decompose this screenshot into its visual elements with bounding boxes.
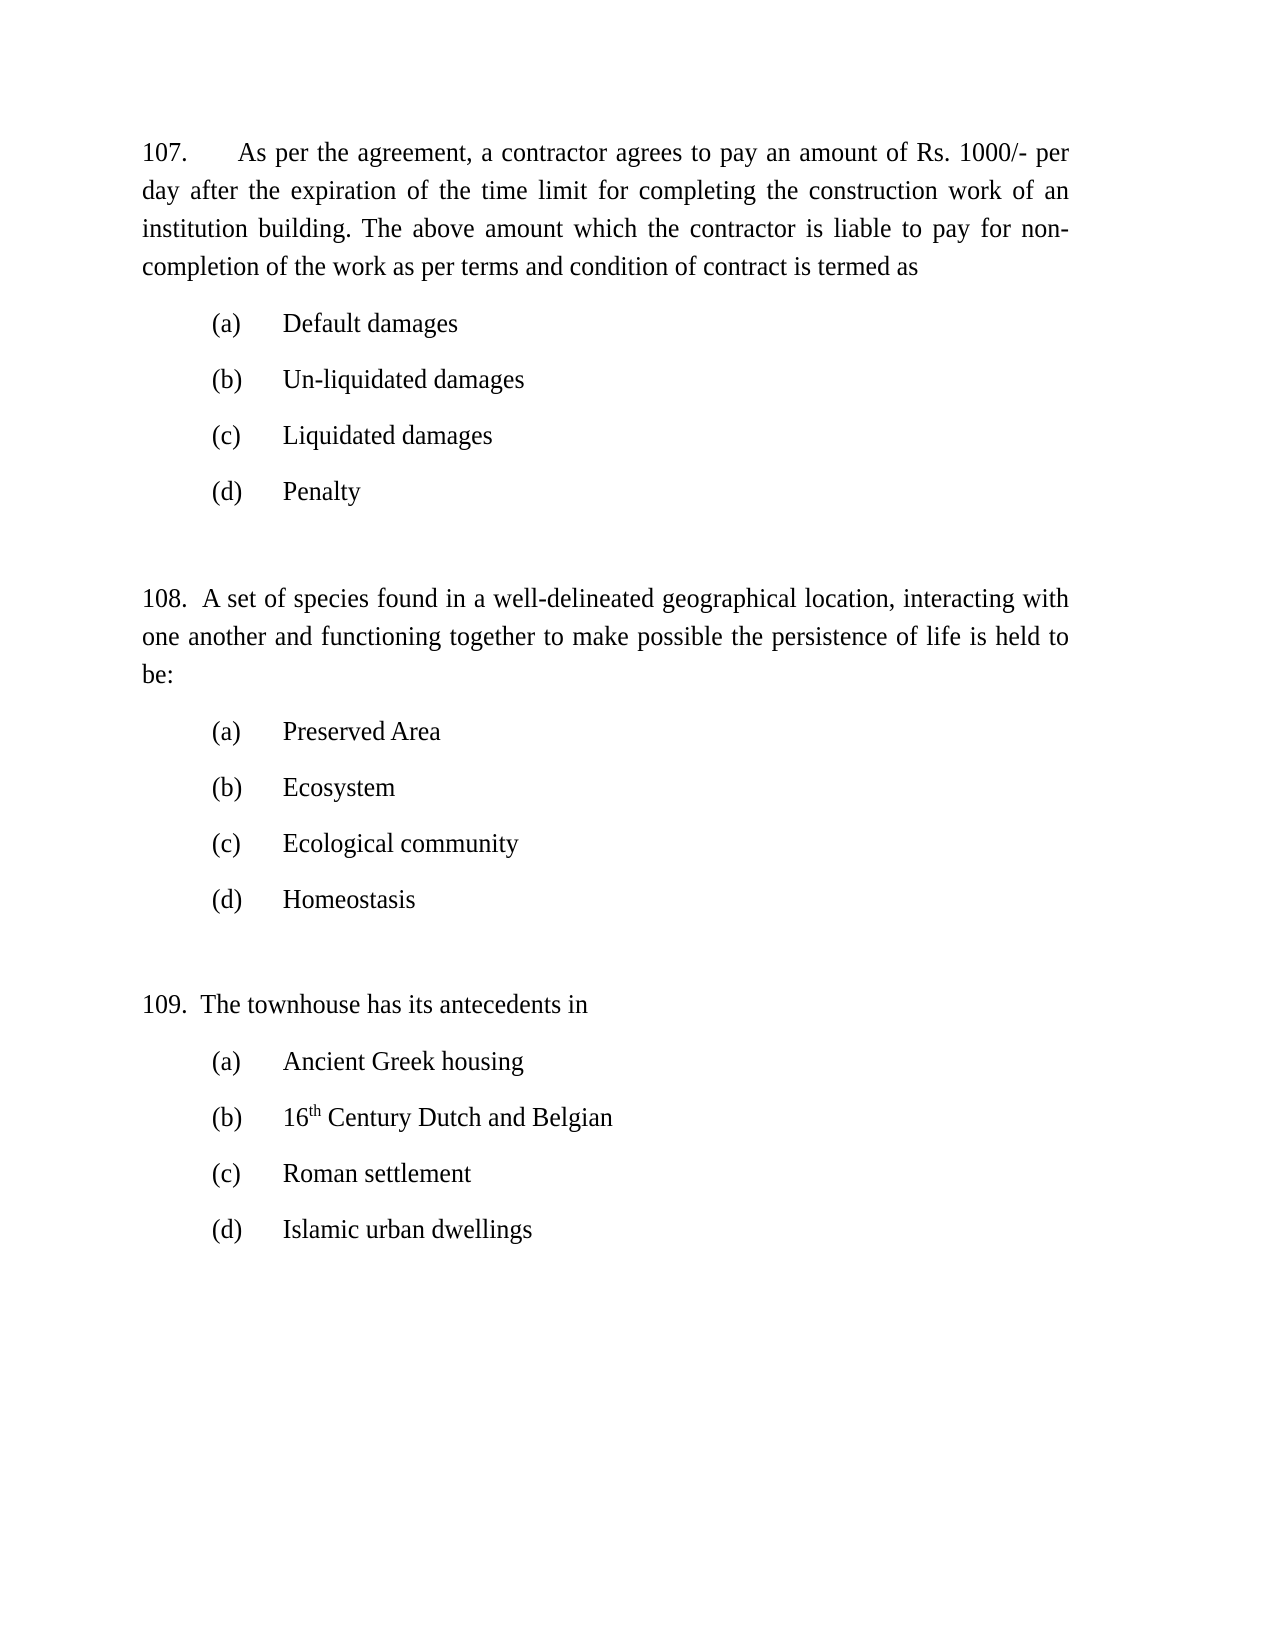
- option-text-109-d: Islamic urban dwellings: [282, 1213, 533, 1244]
- option-spacer: [142, 1191, 1069, 1211]
- option-text-109-b-rest: Century Dutch and Belgian: [321, 1101, 613, 1132]
- question-text-109: The townhouse has its antecedents in: [200, 988, 589, 1019]
- option-item-107-a[interactable]: [142, 305, 1069, 341]
- option-text-108-b: Ecosystem: [282, 771, 396, 802]
- option-spacer: [142, 861, 1069, 881]
- question-stem-108: [142, 579, 1069, 693]
- question-stem-109: [142, 985, 1069, 1023]
- option-item-107-d[interactable]: [142, 473, 1069, 509]
- option-text-109-c: Roman settlement: [282, 1157, 472, 1188]
- option-item-109-d[interactable]: [142, 1211, 1069, 1247]
- question-block-107: [142, 133, 1069, 509]
- option-text-108-c: Ecological community: [282, 827, 519, 858]
- option-label-107-b: (b): [211, 363, 243, 394]
- question-number-gap-109: [188, 988, 201, 1019]
- option-label-107-d: (d): [211, 475, 243, 506]
- options-list-107: [142, 305, 1069, 509]
- question-stem-107: [142, 133, 1069, 285]
- option-spacer: [142, 805, 1069, 825]
- question-number-gap-108: [188, 582, 202, 613]
- option-spacer: [142, 453, 1069, 473]
- option-text-107-d: Penalty: [282, 475, 361, 506]
- option-text-107-c: Liquidated damages: [282, 419, 493, 450]
- option-item-107-b[interactable]: [142, 361, 1069, 397]
- option-text-107-b: Un-liquidated damages: [282, 363, 525, 394]
- option-item-108-c[interactable]: [142, 825, 1069, 861]
- options-list-108: [142, 713, 1069, 917]
- option-label-109-a: (a): [211, 1045, 241, 1076]
- option-text-108-d: Homeostasis: [282, 883, 416, 914]
- option-label-108-a: (a): [211, 715, 241, 746]
- option-item-108-d[interactable]: [142, 881, 1069, 917]
- option-spacer: [142, 749, 1069, 769]
- option-text-109-b: [283, 1099, 1069, 1135]
- page-content: [142, 133, 1069, 1247]
- option-spacer: [142, 341, 1069, 361]
- option-item-109-b[interactable]: [142, 1099, 1069, 1135]
- options-list-109: [142, 1043, 1069, 1247]
- question-number-gap-107: [188, 136, 238, 167]
- option-item-108-b[interactable]: [142, 769, 1069, 805]
- option-item-109-c[interactable]: [142, 1155, 1069, 1191]
- option-label-107-a: (a): [211, 307, 241, 338]
- option-label-109-d: (d): [211, 1213, 243, 1244]
- option-spacer: [142, 1079, 1069, 1099]
- question-number-108: 108.: [142, 582, 188, 613]
- question-number-109: 109.: [142, 988, 188, 1019]
- question-spacer: [142, 917, 1069, 985]
- question-spacer: [142, 509, 1069, 579]
- option-spacer: [142, 397, 1069, 417]
- option-spacer: [142, 1135, 1069, 1155]
- option-text-109-b-superscript: th: [308, 1100, 322, 1120]
- option-label-109-b: (b): [211, 1101, 243, 1132]
- question-block-109: [142, 985, 1069, 1247]
- option-label-108-b: (b): [211, 771, 243, 802]
- option-item-109-a[interactable]: [142, 1043, 1069, 1079]
- option-text-109-a: Ancient Greek housing: [282, 1045, 524, 1076]
- option-item-107-c[interactable]: [142, 417, 1069, 453]
- option-text-109-b-base: 16: [282, 1101, 309, 1132]
- question-text-107: As per the agreement, a contractor agrees to pay an amount of Rs. 1000/- per day after the expiration of the time limit for completing the construction work of an institution building. The above amount which the contractor is liable to pay for non-completion of the work as per terms and condition of contract is termed as: [142, 136, 1070, 281]
- option-text-108-a: Preserved Area: [282, 715, 441, 746]
- option-text-107-a: Default damages: [282, 307, 459, 338]
- option-label-107-c: (c): [211, 419, 241, 450]
- option-item-108-a[interactable]: [142, 713, 1069, 749]
- option-label-109-c: (c): [211, 1157, 241, 1188]
- question-number-107: 107.: [142, 136, 188, 167]
- option-label-108-c: (c): [211, 827, 241, 858]
- question-text-108: A set of species found in a well-delineated geographical location, interacting with one another and functioning together to make possible the persistence of life is held to be:: [142, 582, 1070, 689]
- question-block-108: [142, 579, 1069, 917]
- option-label-108-d: (d): [211, 883, 243, 914]
